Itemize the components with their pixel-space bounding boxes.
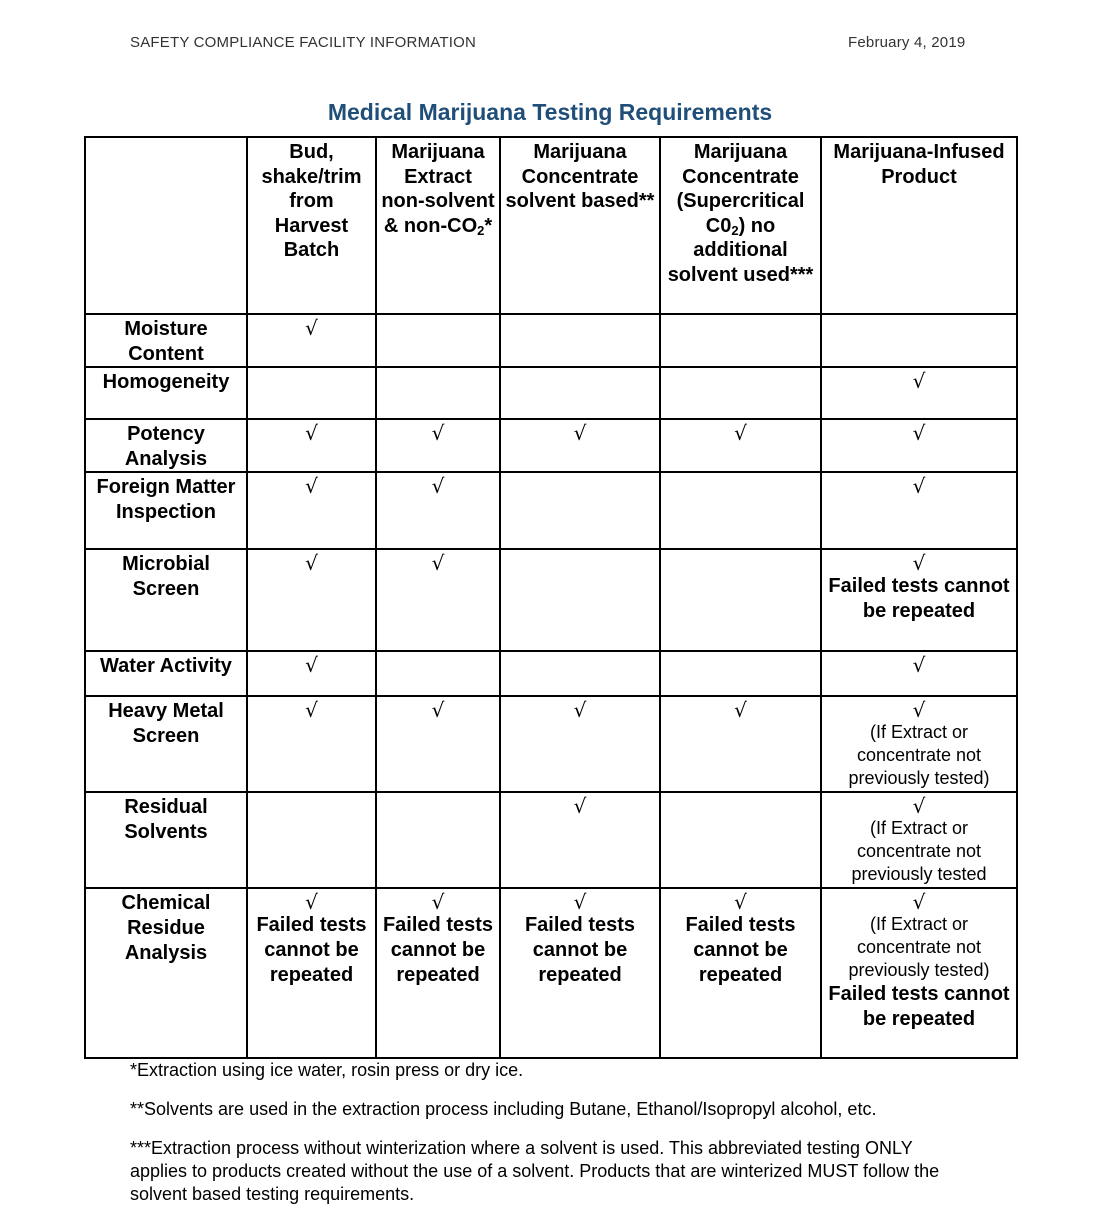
testing-requirements-table bbox=[84, 136, 1018, 1059]
requirement-cell bbox=[376, 549, 500, 651]
row-label: Water Activity bbox=[85, 651, 247, 696]
table-row bbox=[85, 549, 1017, 651]
check-mark-icon: √ bbox=[912, 794, 926, 819]
requirement-cell bbox=[821, 314, 1017, 367]
requirement-cell bbox=[660, 696, 821, 792]
check-mark-icon: √ bbox=[734, 890, 747, 915]
table-row bbox=[85, 367, 1017, 419]
requirement-cell bbox=[500, 696, 660, 792]
check-mark-icon: √ bbox=[305, 698, 318, 723]
cell-warning-text: Failed tests cannot be repeated bbox=[685, 914, 796, 986]
check-mark-icon: √ bbox=[912, 474, 926, 499]
requirement-cell bbox=[660, 472, 821, 549]
check-mark-icon: √ bbox=[305, 421, 318, 446]
row-label: Potency Analysis bbox=[85, 419, 247, 472]
requirement-cell bbox=[660, 888, 821, 1058]
table-row bbox=[85, 792, 1017, 888]
document-header-left: SAFETY COMPLIANCE FACILITY INFORMATION bbox=[130, 34, 476, 51]
requirement-cell bbox=[376, 792, 500, 888]
cell-note: (If Extract or concentrate not previously tested) bbox=[848, 914, 990, 981]
check-mark-icon: √ bbox=[912, 551, 926, 576]
check-mark-icon: √ bbox=[305, 551, 318, 576]
requirement-cell bbox=[376, 888, 500, 1058]
requirement-cell bbox=[376, 472, 500, 549]
requirement-cell bbox=[660, 314, 821, 367]
column-header bbox=[376, 137, 500, 314]
table-row bbox=[85, 419, 1017, 472]
column-header-suffix: ) no additional solvent used*** bbox=[667, 214, 814, 286]
requirement-cell bbox=[247, 314, 376, 367]
requirement-cell bbox=[247, 419, 376, 472]
check-mark-icon: √ bbox=[305, 474, 318, 499]
requirement-cell bbox=[500, 419, 660, 472]
row-label: Microbial Screen bbox=[85, 549, 247, 651]
requirement-cell bbox=[247, 549, 376, 651]
check-mark-icon: √ bbox=[573, 794, 587, 819]
check-mark-icon: √ bbox=[431, 421, 445, 446]
requirement-cell bbox=[660, 549, 821, 651]
document-date: February 4, 2019 bbox=[848, 34, 966, 51]
column-header bbox=[247, 137, 376, 314]
footnote: ***Extraction process without winterization where a solvent is used. This abbreviated testing ONLY applies to products created without the use of a solvent. Products that are winterized MUST follow the solvent based testing requirements. bbox=[130, 1138, 940, 1204]
requirement-cell bbox=[660, 651, 821, 696]
check-mark-icon: √ bbox=[912, 421, 926, 446]
requirement-cell bbox=[500, 367, 660, 419]
check-mark-icon: √ bbox=[912, 653, 926, 678]
row-label: Foreign Matter Inspection bbox=[85, 472, 247, 549]
row-label: Residual Solvents bbox=[85, 792, 247, 888]
requirement-cell bbox=[247, 472, 376, 549]
requirement-cell bbox=[660, 792, 821, 888]
requirement-cell bbox=[500, 651, 660, 696]
requirement-cell bbox=[660, 419, 821, 472]
corner-cell bbox=[85, 137, 247, 314]
column-header-label: Bud, shake/trim from Harvest Batch bbox=[261, 141, 362, 262]
requirement-cell bbox=[821, 792, 1017, 888]
table-row bbox=[85, 314, 1017, 367]
requirement-cell bbox=[376, 314, 500, 367]
requirement-cell bbox=[821, 419, 1017, 472]
cell-warning-text: Failed tests cannot be repeated bbox=[828, 575, 1010, 622]
check-mark-icon: √ bbox=[573, 890, 587, 915]
check-mark-icon: √ bbox=[305, 890, 318, 915]
cell-note: (If Extract or concentrate not previously tested) bbox=[848, 722, 990, 789]
requirement-cell bbox=[821, 367, 1017, 419]
cell-warning-text: Failed tests cannot be repeated bbox=[382, 914, 494, 986]
requirement-cell bbox=[247, 696, 376, 792]
check-mark-icon: √ bbox=[305, 653, 318, 678]
check-mark-icon: √ bbox=[912, 890, 926, 915]
requirement-cell bbox=[821, 888, 1017, 1058]
cell-warning-text: Failed tests cannot be repeated bbox=[828, 983, 1010, 1030]
row-label: Heavy Metal Screen bbox=[85, 696, 247, 792]
column-header-label: Marijuana Concentrate (Supercritical C0 bbox=[676, 141, 805, 237]
cell-note: (If Extract or concentrate not previously tested bbox=[851, 818, 987, 885]
cell-warning-text: Failed tests cannot be repeated bbox=[524, 914, 636, 986]
table-header-row bbox=[85, 137, 1017, 314]
table-row bbox=[85, 696, 1017, 792]
requirement-cell bbox=[821, 472, 1017, 549]
check-mark-icon: √ bbox=[912, 698, 926, 723]
requirement-cell bbox=[247, 367, 376, 419]
column-header-label: Marijuana Concentrate solvent based** bbox=[505, 141, 655, 213]
requirement-cell bbox=[247, 792, 376, 888]
column-header-label: Marijuana-Infused Product bbox=[833, 141, 1005, 188]
table-row bbox=[85, 888, 1017, 1058]
requirement-cell bbox=[247, 651, 376, 696]
table-row bbox=[85, 472, 1017, 549]
check-mark-icon: √ bbox=[734, 421, 747, 446]
check-mark-icon: √ bbox=[305, 316, 318, 340]
requirement-cell bbox=[821, 651, 1017, 696]
cell-warning-text: Failed tests cannot be repeated bbox=[256, 914, 367, 986]
row-label: Chemical Residue Analysis bbox=[85, 888, 247, 1058]
requirement-cell bbox=[500, 472, 660, 549]
subscript: 2 bbox=[731, 222, 739, 238]
requirement-cell bbox=[821, 549, 1017, 651]
requirement-cell bbox=[500, 792, 660, 888]
requirement-cell bbox=[821, 696, 1017, 792]
row-label: Moisture Content bbox=[85, 314, 247, 367]
check-mark-icon: √ bbox=[431, 890, 445, 915]
check-mark-icon: √ bbox=[431, 474, 445, 499]
page-title: Medical Marijuana Testing Requirements bbox=[327, 99, 773, 125]
footnote: *Extraction using ice water, rosin press or dry ice. bbox=[130, 1060, 524, 1080]
column-header bbox=[660, 137, 821, 314]
requirement-cell bbox=[247, 888, 376, 1058]
footnote: **Solvents are used in the extraction process including Butane, Ethanol/Isopropyl alcohol, etc. bbox=[130, 1099, 877, 1119]
requirement-cell bbox=[376, 651, 500, 696]
column-header bbox=[821, 137, 1017, 314]
check-mark-icon: √ bbox=[734, 698, 747, 723]
column-header-suffix: * bbox=[484, 214, 493, 237]
row-label: Homogeneity bbox=[85, 367, 247, 419]
requirement-cell bbox=[660, 367, 821, 419]
requirement-cell bbox=[500, 549, 660, 651]
requirement-cell bbox=[376, 367, 500, 419]
subscript: 2 bbox=[477, 222, 485, 238]
requirement-cell bbox=[376, 696, 500, 792]
column-header-label: Marijuana Extract non-solvent & non-CO bbox=[381, 141, 495, 237]
check-mark-icon: √ bbox=[431, 551, 445, 576]
requirement-cell bbox=[500, 888, 660, 1058]
requirement-cell bbox=[500, 314, 660, 367]
table-row bbox=[85, 651, 1017, 696]
column-header bbox=[500, 137, 660, 314]
check-mark-icon: √ bbox=[573, 421, 587, 446]
check-mark-icon: √ bbox=[912, 369, 926, 394]
requirement-cell bbox=[376, 419, 500, 472]
check-mark-icon: √ bbox=[573, 698, 587, 723]
check-mark-icon: √ bbox=[431, 698, 445, 723]
